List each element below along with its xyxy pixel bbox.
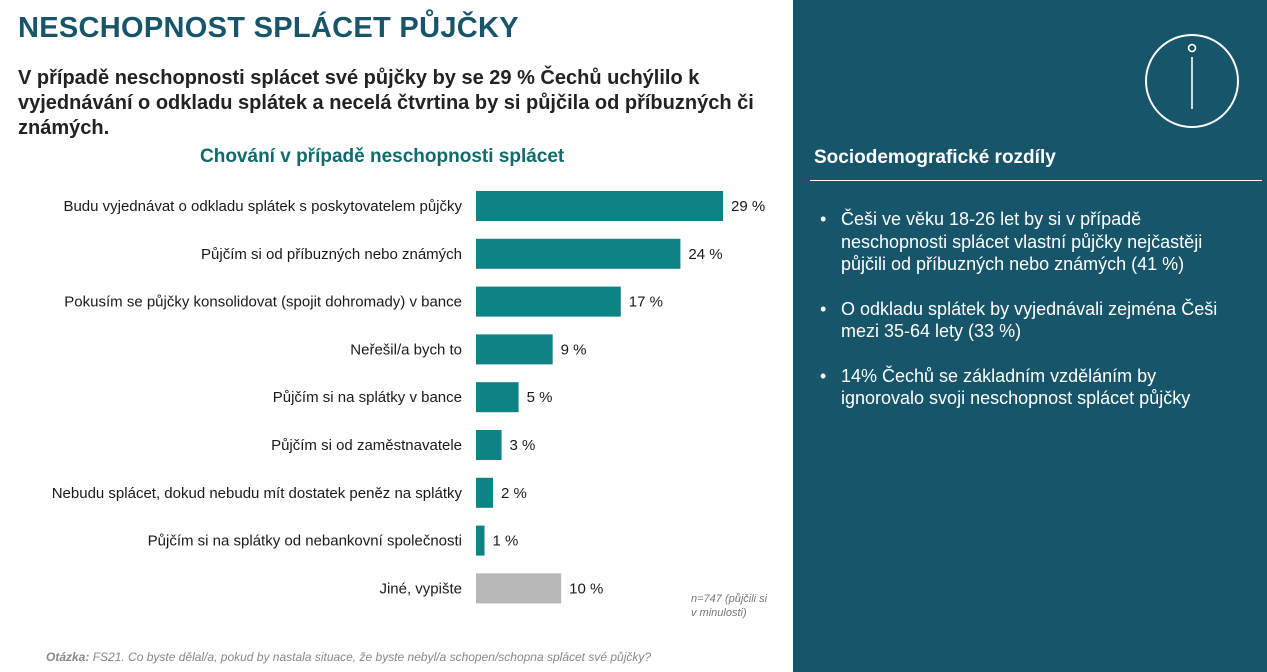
category-label: Neřešil/a bych to bbox=[350, 341, 462, 359]
page-subtitle: V případě neschopnosti splácet své půjčky by se 29 % Čechů uchýlilo k vyjednávání o odkladu splátek a necelá čtvrtina by si půjčila od příbuzných či známých. bbox=[18, 67, 754, 139]
category-label: Pokusím se půjčky konsolidovat (spojit dohromady) v bance bbox=[64, 293, 462, 311]
bar bbox=[476, 191, 723, 221]
bar bbox=[476, 430, 502, 460]
bar bbox=[476, 573, 561, 603]
value-label: 29 % bbox=[731, 198, 766, 215]
category-label: Půjčím si na splátky od nebankovní společnosti bbox=[147, 532, 462, 550]
value-label: 3 % bbox=[509, 437, 536, 454]
value-label: 9 % bbox=[560, 341, 587, 359]
bullet-item: • O odkladu splátek by vyjednávali zejména Češi mezi 35-64 lety (33 %) bbox=[820, 298, 1220, 343]
category-label: Nebudu splácet, dokud nebudu mít dostatek peněz na splátky bbox=[51, 484, 462, 502]
side-heading: Sociodemografické rozdíly bbox=[814, 147, 1056, 168]
bar bbox=[476, 239, 680, 269]
bullet-item: • 14% Čechů se základním vzděláním by ignorovalo svoji neschopnost splácet půjčky bbox=[820, 365, 1220, 410]
question-footnote bbox=[46, 650, 651, 664]
sociodemographic-bullets bbox=[820, 208, 1220, 432]
value-label: 17 % bbox=[628, 293, 663, 311]
bar bbox=[476, 382, 519, 412]
bar bbox=[476, 478, 493, 508]
sociodemographic-panel bbox=[793, 0, 1267, 672]
value-label: 10 % bbox=[569, 580, 604, 598]
info-icon bbox=[1143, 32, 1241, 130]
value-label: 24 % bbox=[688, 245, 723, 263]
value-label: 2 % bbox=[501, 484, 527, 502]
sample-note: n=747 (půjčili si v minulosti) bbox=[691, 593, 768, 619]
value-label: 5 % bbox=[526, 389, 553, 407]
category-label: Půjčím si od příbuzných nebo známých bbox=[201, 245, 462, 263]
bar bbox=[476, 287, 621, 317]
category-label: Půjčím si od zaměstnavatele bbox=[271, 437, 462, 454]
bar bbox=[476, 526, 485, 556]
chart-title: Chování v případě neschopnosti splácet bbox=[200, 146, 565, 167]
question-text: FS21. Co byste dělal/a, pokud by nastala situace, že byste nebyl/a schopen/schopna splácet své půjčky? bbox=[92, 650, 652, 664]
category-label: Budu vyjednávat o odkladu splátek s poskytovatelem půjčky bbox=[63, 198, 462, 215]
bullet-item: • Češi ve věku 18-26 let by si v případě neschopnosti splácet vlastní půjčky nejčastěji půjčili od příbuzných nebo známých (41 %) bbox=[820, 208, 1220, 276]
category-label: Půjčím si na splátky v bance bbox=[272, 389, 462, 407]
bar bbox=[476, 334, 553, 364]
category-label: Jiné, vypište bbox=[379, 580, 462, 598]
value-label: 1 % bbox=[492, 532, 519, 550]
question-label: Otázka: bbox=[46, 650, 90, 664]
page-title: NESCHOPNOST SPLÁCET PŮJČKY bbox=[18, 12, 519, 44]
side-divider bbox=[810, 180, 1262, 181]
